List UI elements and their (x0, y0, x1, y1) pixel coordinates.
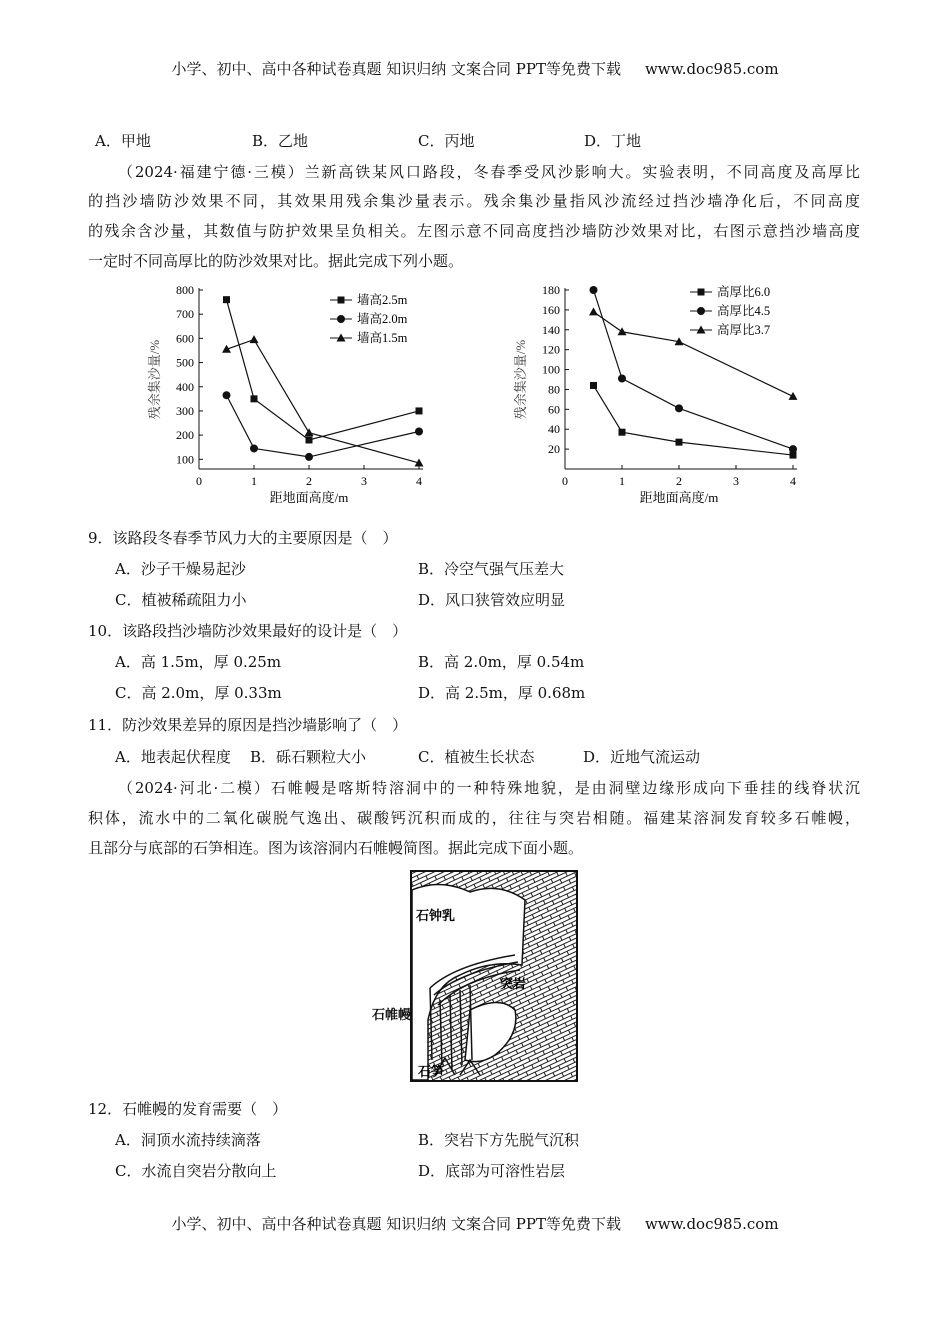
data-point (789, 392, 798, 400)
data-point (416, 407, 423, 414)
x-tick-label: 3 (733, 474, 739, 488)
footer-text: 小学、初中、高中各种试卷真题 知识归纳 文案合同 PPT等免费下载 (171, 1215, 621, 1233)
question-9-stem: 9．该路段冬春季节风力大的主要原因是（ ） (88, 529, 398, 547)
legend-marker (697, 307, 705, 315)
label-overhang: 突岩 (500, 976, 527, 991)
series-line (594, 385, 794, 455)
legend-label: 高厚比6.0 (717, 285, 771, 299)
y-axis-label: 残余集沙量/% (513, 339, 528, 420)
y-tick-label: 160 (542, 302, 560, 317)
option: B．乙地 (252, 132, 309, 150)
q9-option-c[interactable]: C．植被稀疏阻力小 (115, 591, 247, 609)
data-point (676, 439, 683, 446)
x-tick-label: 2 (306, 474, 312, 488)
data-point (250, 444, 258, 452)
passage-line: （2024·河北·二模）石帷幔是喀斯特溶洞中的一种特殊地貌，是由洞壁边缘形成向下垂挂的线脊状沉 (118, 779, 860, 797)
passage-line: 的残余含沙量，其数值与防护效果呈负相关。左图示意不同高度挡沙墙防沙效果对比，右图示意挡沙墙高度 (88, 222, 860, 240)
label-stalagmite: 石笋 (418, 1064, 445, 1079)
label-curtain: 石帷幔 (372, 1008, 412, 1023)
y-tick-label: 600 (176, 331, 194, 346)
y-tick-label: 700 (176, 307, 194, 322)
passage-line: 的挡沙墙防沙效果不同，其效果用残余集沙量表示。残余集沙量指风沙流经过挡沙墙净化后，不同高度 (88, 192, 860, 210)
data-point (250, 335, 259, 343)
y-tick-label: 80 (548, 382, 560, 397)
data-point (306, 436, 313, 443)
x-tick-label: 1 (619, 474, 625, 488)
data-point (305, 453, 313, 461)
data-point (251, 395, 258, 402)
data-point (223, 391, 231, 399)
footer-url[interactable]: www.doc985.com (644, 1215, 779, 1233)
legend-marker (698, 289, 705, 296)
q9-option-d[interactable]: D．风口狭管效应明显 (418, 591, 566, 609)
data-point (590, 382, 597, 389)
x-axis-label: 距地面高度/m (639, 490, 719, 505)
q10-option-a[interactable]: A．高 1.5m，厚 0.25m (115, 653, 282, 671)
x-tick-label: 4 (416, 474, 422, 488)
y-tick-label: 100 (176, 452, 194, 467)
x-tick-label: 1 (251, 474, 257, 488)
chart-height-thickness-ratio (505, 280, 815, 510)
q12-option-d[interactable]: D．底部为可溶性岩层 (418, 1162, 566, 1180)
q11-option-c[interactable]: C．植被生长状态 (418, 748, 535, 766)
q9-option-a[interactable]: A．沙子干燥易起沙 (115, 560, 246, 578)
legend-label: 高厚比3.7 (717, 323, 771, 337)
label-stalactite: 石钟乳 (416, 908, 456, 923)
y-tick-label: 120 (542, 342, 560, 357)
q10-option-c[interactable]: C．高 2.0m，厚 0.33m (115, 684, 282, 702)
data-point (675, 404, 683, 412)
question-10-stem: 10．该路段挡沙墙防沙效果最好的设计是（ ） (88, 622, 408, 640)
y-tick-label: 180 (542, 283, 560, 297)
q9-option-b[interactable]: B．冷空气强气压差大 (418, 560, 565, 578)
y-tick-label: 40 (548, 422, 560, 437)
question-12-stem: 12．石帷幔的发育需要（ ） (88, 1100, 288, 1118)
data-point (305, 428, 314, 436)
header-url[interactable]: www.doc985.com (644, 60, 779, 78)
page-header (0, 58, 950, 79)
page-footer (0, 1213, 950, 1234)
q10-option-d[interactable]: D．高 2.5m，厚 0.68m (418, 684, 586, 702)
cave-curtain-figure (410, 870, 578, 1082)
data-point (619, 429, 626, 436)
passage-line: （2024·福建宁德·三模）兰新高铁某风口路段，冬春季受风沙影响大。实验表明，不同高度及高厚比 (118, 163, 860, 181)
y-tick-label: 200 (176, 428, 194, 443)
q11-option-a[interactable]: A．地表起伏程度 (115, 748, 231, 766)
data-point (590, 286, 598, 294)
q12-option-b[interactable]: B．突岩下方先脱气沉积 (418, 1131, 580, 1149)
x-tick-label: 3 (361, 474, 367, 488)
y-tick-label: 20 (548, 442, 560, 457)
passage-line: 一定时不同高厚比的防沙效果对比。据此完成下列小题。 (88, 252, 464, 270)
data-point (789, 445, 797, 453)
legend-marker (337, 315, 345, 323)
legend-label: 墙高1.5m (357, 331, 408, 345)
x-tick-label: 0 (196, 474, 202, 488)
q12-option-a[interactable]: A．洞顶水流持续滴落 (115, 1131, 261, 1149)
legend-label: 墙高2.5m (357, 293, 408, 307)
legend-marker (338, 297, 345, 304)
option: A．甲地 (95, 132, 151, 150)
q12-option-c[interactable]: C．水流自突岩分散向上 (115, 1162, 277, 1180)
q11-option-d[interactable]: D．近地气流运动 (583, 748, 701, 766)
legend-label: 高厚比4.5 (717, 304, 771, 318)
y-tick-label: 400 (176, 379, 194, 394)
x-axis-label: 距地面高度/m (269, 490, 349, 505)
y-axis-label: 残余集沙量/% (147, 339, 162, 420)
data-point (415, 428, 423, 436)
chart-wall-height (140, 280, 440, 510)
passage-line: 且部分与底部的石笋相连。图为该溶洞内石帷幔简图。据此完成下面小题。 (88, 839, 584, 857)
passage-line: 积体，流水中的二氧化碳脱气逸出、碳酸钙沉积而成的，往往与突岩相随。福建某溶洞发育较多石帷幔， (88, 809, 860, 827)
option: C．丙地 (418, 132, 475, 150)
q11-option-b[interactable]: B．砾石颗粒大小 (250, 748, 367, 766)
option: D．丁地 (584, 132, 642, 150)
data-point (223, 296, 230, 303)
y-tick-label: 140 (542, 322, 560, 337)
y-tick-label: 800 (176, 283, 194, 297)
data-point (618, 327, 627, 335)
y-tick-label: 500 (176, 355, 194, 370)
y-tick-label: 300 (176, 403, 194, 418)
q10-option-b[interactable]: B．高 2.0m，厚 0.54m (418, 653, 585, 671)
question-11-stem: 11．防沙效果差异的原因是挡沙墙影响了（ ） (88, 716, 408, 734)
legend-label: 墙高2.0m (357, 312, 408, 326)
y-tick-label: 60 (548, 402, 560, 417)
data-point (589, 307, 598, 315)
data-point (618, 375, 626, 383)
x-tick-label: 0 (562, 474, 568, 488)
header-text: 小学、初中、高中各种试卷真题 知识归纳 文案合同 PPT等免费下载 (171, 60, 621, 78)
x-tick-label: 4 (790, 474, 796, 488)
y-tick-label: 100 (542, 362, 560, 377)
x-tick-label: 2 (676, 474, 682, 488)
